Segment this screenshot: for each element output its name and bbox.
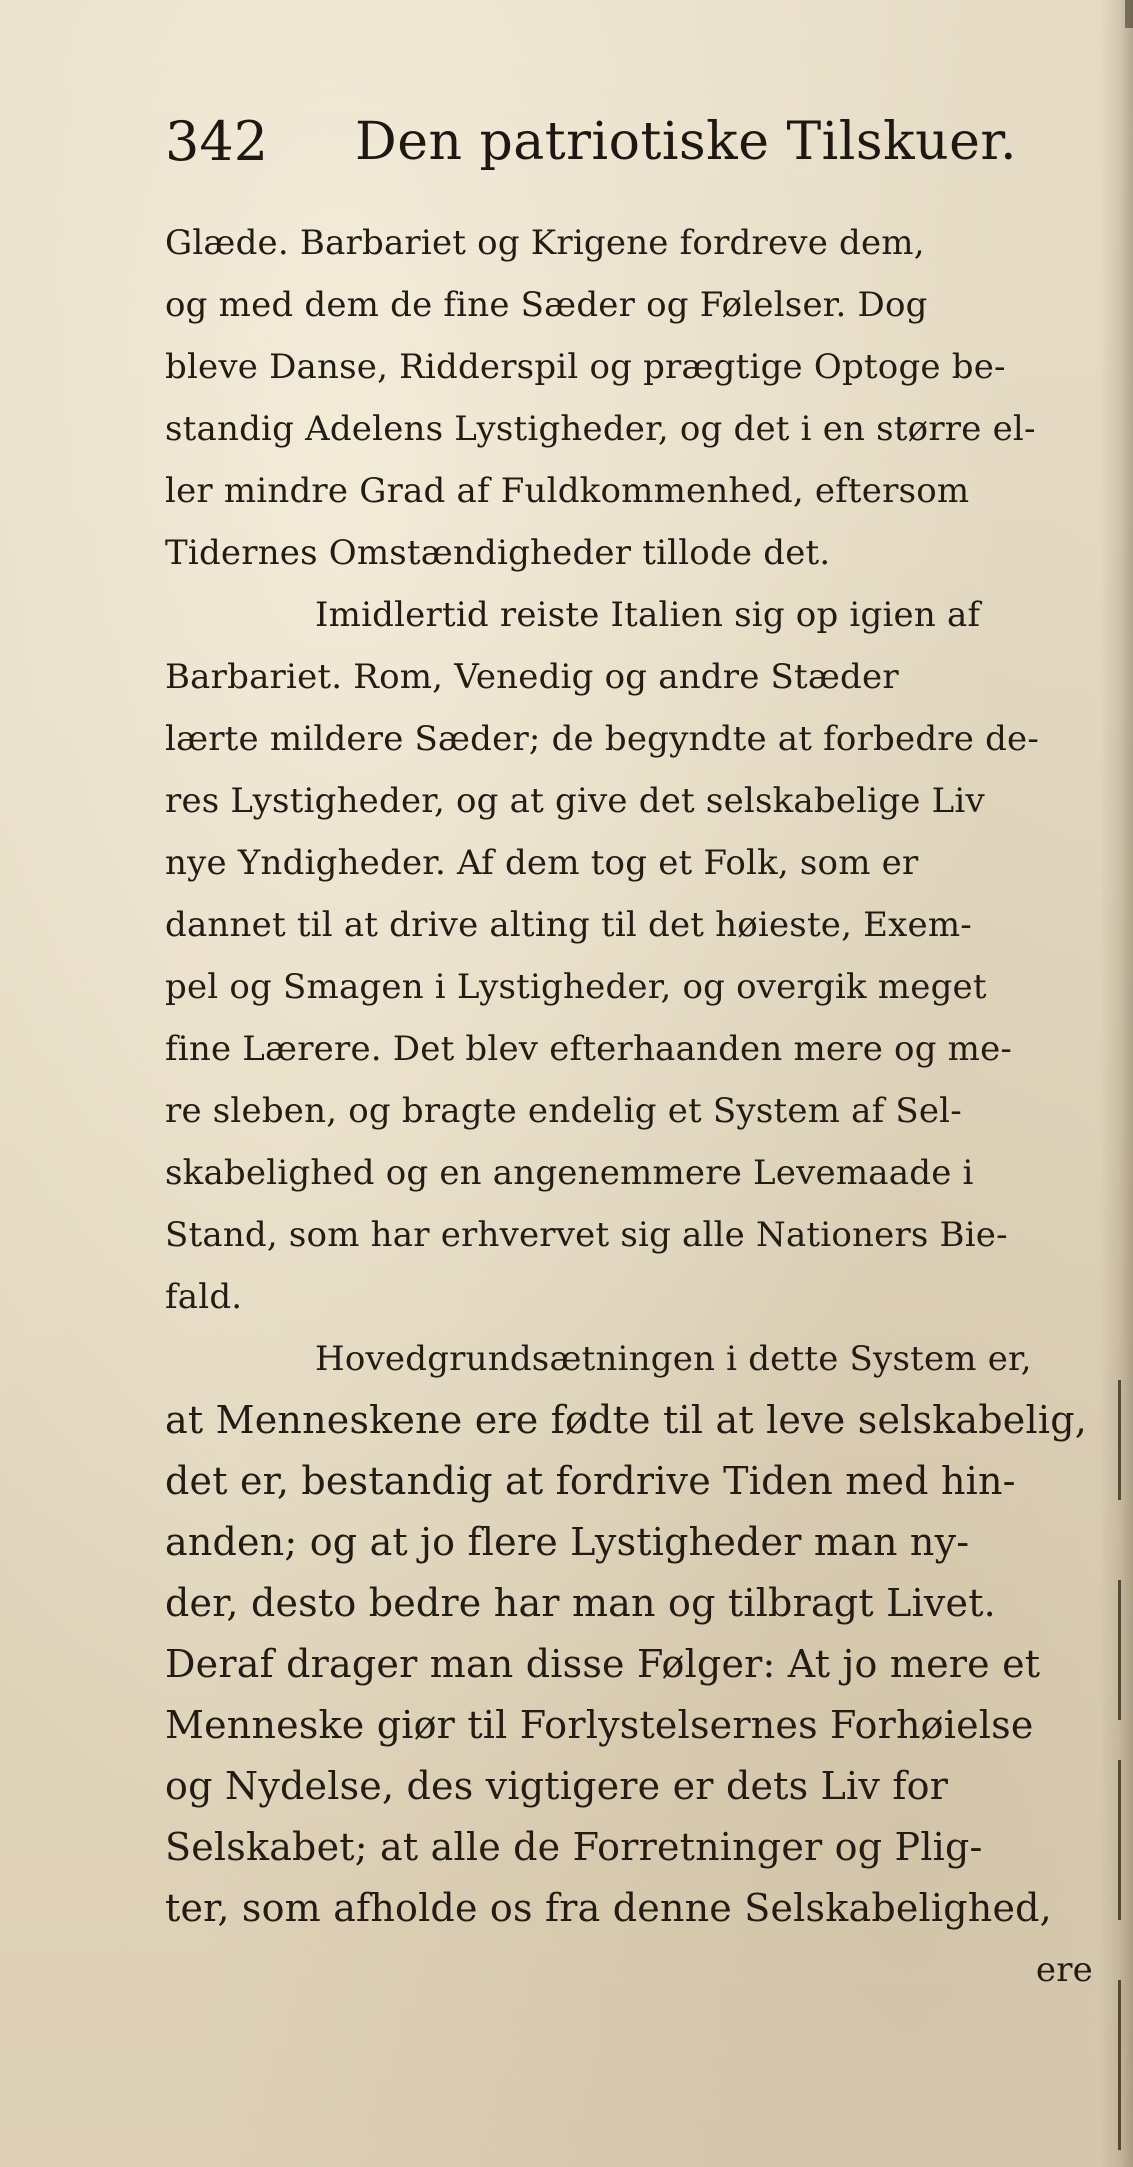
emphasis-line: ter, som afholde os fra denne Selskabelighed, bbox=[165, 1886, 1052, 1930]
text-line: nye Yndigheder. Af dem tog et Folk, som er bbox=[165, 843, 919, 883]
page-edge-mark bbox=[1125, 0, 1133, 28]
text-line: standig Adelens Lystigheder, og det i en større el- bbox=[165, 409, 1036, 449]
emphasis-line: Deraf drager man disse Følger: At jo mere et bbox=[165, 1642, 1041, 1686]
emphasis-line: anden; og at jo flere Lystigheder man ny- bbox=[165, 1520, 970, 1564]
page-header bbox=[165, 112, 1065, 182]
body-text bbox=[165, 212, 1125, 2001]
text-line: fine Lærere. Det blev efterhaanden mere og me- bbox=[165, 1029, 1013, 1069]
text-line: Glæde. Barbariet og Krigene fordreve dem, bbox=[165, 223, 925, 263]
text-line: dannet til at drive alting til det høieste, Exem- bbox=[165, 905, 972, 945]
text-line: og med dem de fine Sæder og Følelser. Dog bbox=[165, 285, 928, 325]
text-line: fald. bbox=[165, 1277, 243, 1317]
emphasis-line: og Nydelse, des vigtigere er dets Liv for bbox=[165, 1764, 949, 1808]
text-line: ler mindre Grad af Fuldkommenhed, eftersom bbox=[165, 471, 970, 511]
paragraph-start-line: Imidlertid reiste Italien sig op igien af bbox=[315, 595, 981, 635]
page-edge-mark bbox=[1118, 1980, 1121, 2150]
text-line: skabelighed og en angenemmere Levemaade i bbox=[165, 1153, 974, 1193]
text-line: Stand, som har erhvervet sig alle Nationers Bie- bbox=[165, 1215, 1008, 1255]
text-line: Tidernes Omstændigheder tillode det. bbox=[165, 533, 831, 573]
text-line: bleve Danse, Ridderspil og prægtige Optoge be- bbox=[165, 347, 1006, 387]
page-number: 342 bbox=[165, 110, 269, 173]
text-line: res Lystigheder, og at give det selskabelige Liv bbox=[165, 781, 985, 821]
paragraph-start-line: Hovedgrundsætningen i dette System er, bbox=[315, 1339, 1032, 1379]
emphasis-line: Menneske giør til Forlystelsernes Forhøielse bbox=[165, 1703, 1034, 1747]
emphasis-line: at Menneskene ere fødte til at leve selskabelig, bbox=[165, 1398, 1088, 1442]
text-line: lærte mildere Sæder; de begyndte at forbedre de- bbox=[165, 719, 1040, 759]
text-line: re sleben, og bragte endelig et System af Sel- bbox=[165, 1091, 962, 1131]
running-head: Den patriotiske Tilskuer. bbox=[355, 112, 1018, 172]
text-line: pel og Smagen i Lystigheder, og overgik meget bbox=[165, 967, 987, 1007]
emphasis-line: det er, bestandig at fordrive Tiden med hin- bbox=[165, 1459, 1016, 1503]
catchword: ere bbox=[1035, 1950, 1093, 1990]
text-line: Barbariet. Rom, Venedig og andre Stæder bbox=[165, 657, 899, 697]
emphasis-line: Selskabet; at alle de Forretninger og Plig- bbox=[165, 1825, 983, 1869]
emphasis-line: der, desto bedre har man og tilbragt Livet. bbox=[165, 1581, 996, 1625]
